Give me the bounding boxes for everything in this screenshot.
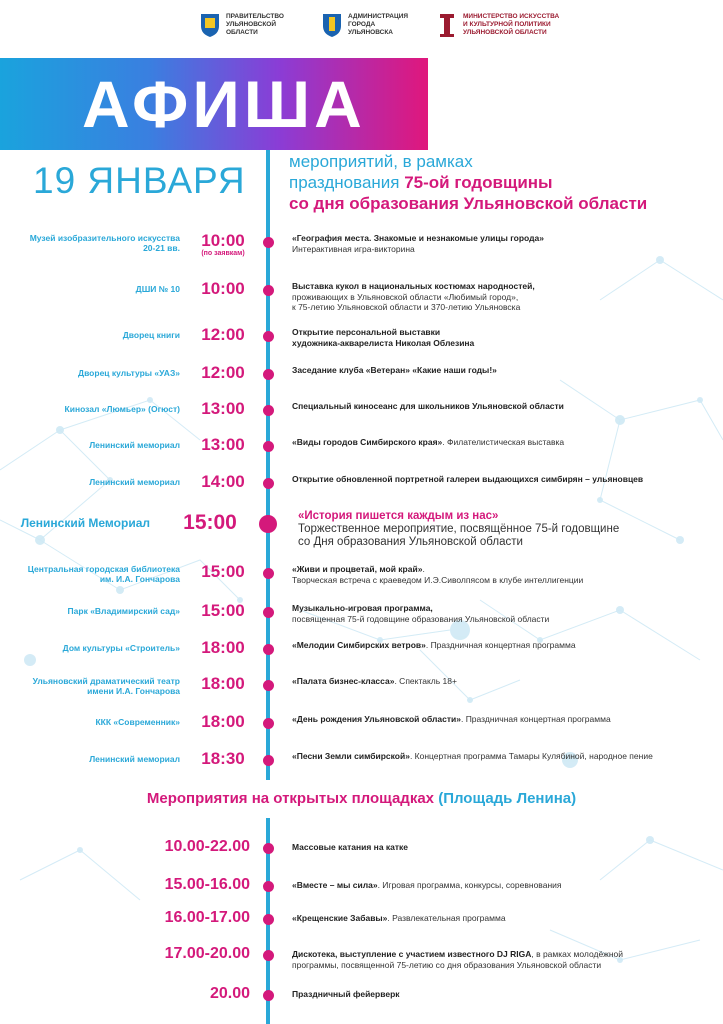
subtitle-line1: мероприятий, в рамках — [289, 152, 473, 171]
event-venue: Дворец книги — [122, 330, 180, 340]
timeline-dot — [263, 990, 274, 1001]
event-title-rest: . Концертная программа Тамары Кулябиной, народное пение — [409, 751, 653, 761]
timeline-dot — [263, 718, 274, 729]
timeline-dot — [263, 644, 274, 655]
event-time: 15:00 — [183, 511, 237, 534]
logo-line: УЛЬЯНОВСКОЙ — [226, 21, 277, 28]
event-time: 15:00 — [201, 562, 245, 581]
event-venue: Ленинский мемориал — [89, 754, 180, 764]
event-description — [292, 676, 712, 687]
subtitle — [289, 151, 647, 214]
event-title: «Мелодии Симбирских ветров» — [292, 640, 426, 650]
event-title: «История пишется каждым из нас» — [298, 510, 499, 522]
event-time: 18:00 — [201, 712, 245, 731]
timeline-dot — [259, 515, 277, 533]
event-title-rest: . Праздничная концертная программа — [460, 714, 611, 724]
outdoor-title: Праздничный фейерверк — [292, 989, 400, 999]
event-title: Заседание клуба «Ветеран» «Какие наши годы!» — [292, 365, 497, 375]
outdoor-time: 10.00-22.00 — [164, 838, 250, 855]
timeline-dot — [263, 237, 274, 248]
section-title-main: Мероприятия на открытых площадках — [146, 790, 439, 807]
outdoor-time: 15.00-16.00 — [164, 876, 250, 893]
column-icon — [436, 12, 458, 38]
timeline-dot — [263, 441, 274, 452]
timeline-dot — [263, 950, 274, 961]
event-venue: Кинозал «Люмьер» (Огюст) — [64, 404, 180, 414]
event-description — [292, 365, 712, 376]
city-emblem-icon — [321, 12, 343, 38]
event-venue: Парк «Владимирский сад» — [67, 606, 180, 616]
subtitle-line2b: 75-ой годовщины — [404, 173, 553, 192]
event-title-rest: . Спектакль 18+ — [394, 676, 457, 686]
event-venue: Центральная городская библиотека им. И.А. Гончарова — [27, 564, 180, 584]
event-line2: Творческая встреча с краеведом И.Э.Сиволпясом в клубе интеллигенции — [292, 574, 584, 585]
event-title: Открытие обновленной портретной галереи выдающихся симбирян – ульяновцев — [292, 474, 644, 484]
event-description — [292, 640, 712, 651]
event-description — [292, 233, 712, 254]
event-time: 13:00 — [201, 399, 245, 418]
event-venue: Ленинский Мемориал — [20, 516, 150, 530]
event-line2: проживающих в Ульяновской области «Любимый город», — [292, 291, 519, 302]
event-title: «Живи и процветай, мой край» — [292, 564, 423, 574]
outdoor-line2: программы, посвященной 75-летию со дня образования Ульяновской области — [292, 959, 602, 970]
event-description — [292, 437, 712, 448]
event-title: «Виды городов Симбирского края» — [292, 437, 443, 447]
logo-government — [199, 12, 284, 38]
event-time: 10:00 — [201, 231, 245, 250]
event-time: 18:00 — [201, 638, 245, 657]
outdoor-title-rest: , в рамках молодёжной — [531, 949, 624, 959]
outdoor-title: Дискотека, выступление с участием известного DJ RIGA — [292, 949, 532, 959]
event-title-rest: . — [422, 564, 425, 574]
event-date: 19 ЯНВАРЯ — [33, 160, 246, 201]
event-line2: Интерактивная игра-викторина — [292, 243, 415, 254]
event-time: 12:00 — [201, 325, 245, 344]
outdoor-time: 20.00 — [209, 985, 250, 1002]
logo-line: УЛЬЯНОВСКОЙ ОБЛАСТИ — [463, 29, 547, 36]
logo-line: УЛЬЯНОВСКА — [348, 29, 394, 36]
logo-line: И КУЛЬТУРНОЙ ПОЛИТИКИ — [463, 21, 551, 28]
event-title: «Песни Земли симбирской» — [292, 751, 410, 761]
event-description — [292, 603, 712, 624]
event-venue: Ленинский мемориал — [89, 440, 180, 450]
event-venue: ДШИ № 10 — [135, 284, 180, 294]
logo-line: ПРАВИТЕЛЬСТВО — [226, 13, 284, 20]
outdoor-title: «Вместе – мы сила» — [292, 880, 378, 890]
logo-ministry — [436, 12, 559, 38]
coat-of-arms-icon — [199, 12, 221, 38]
timeline-dot — [263, 755, 274, 766]
event-title: Музыкально-игровая программа, — [292, 603, 433, 613]
outdoor-description — [292, 842, 712, 853]
event-description — [292, 327, 712, 348]
event-description — [292, 474, 712, 485]
logo-line: АДМИНИСТРАЦИЯ — [348, 13, 409, 20]
outdoor-title-rest: . Развлекательная программа — [387, 913, 506, 923]
event-time: 15:00 — [201, 601, 245, 620]
outdoor-title: «Крещенские Забавы» — [292, 913, 388, 923]
subtitle-line3: со дня образования Ульяновской области — [289, 194, 648, 213]
event-venue: Дворец культуры «УАЗ» — [78, 368, 180, 378]
section-title-place: (Площадь Ленина) — [438, 790, 577, 807]
event-description — [292, 281, 712, 313]
event-title: «Палата бизнес-класса» — [292, 676, 395, 686]
title-banner — [0, 58, 428, 150]
event-venue: Ленинский мемориал — [89, 477, 180, 487]
event-line3: к 75-летию Ульяновской области и 370-летию Ульяновска — [292, 302, 521, 312]
event-title: Специальный киносеанс для школьников Ульяновской области — [292, 401, 564, 411]
event-venue: ККК «Современник» — [95, 717, 180, 727]
event-line2: художника-акварелиста Николая Облезина — [292, 337, 475, 348]
logo-line: МИНИСТЕРСТВО ИСКУССТВА — [463, 13, 560, 20]
timeline-dot — [263, 843, 274, 854]
event-venue: Музей изобразительного искусства 20-21 вв. — [29, 233, 180, 253]
timeline-dot — [263, 331, 274, 342]
event-venue: Ульяновский драматический театр имени И.А. Гончарова — [32, 676, 180, 696]
event-time-note: (по заявкам) — [201, 250, 245, 257]
outdoor-description — [292, 913, 712, 924]
logo-administration — [321, 12, 408, 38]
event-time: 12:00 — [201, 363, 245, 382]
event-description — [298, 510, 718, 549]
timeline-dot — [263, 369, 274, 380]
banner-title: АФИША — [82, 67, 366, 141]
event-title-rest: . Праздничная концертная программа — [425, 640, 576, 650]
event-line2: Торжественное мероприятие, посвящённое 75-й годовщине — [298, 523, 620, 535]
timeline-dot — [263, 881, 274, 892]
event-title: «День рождения Ульяновской области» — [292, 714, 461, 724]
event-time: 14:00 — [201, 472, 245, 491]
timeline-dot — [263, 285, 274, 296]
outdoor-description — [292, 880, 712, 891]
outdoor-time: 17.00-20.00 — [164, 945, 250, 962]
event-title: Выставка кукол в национальных костюмах народностей, — [292, 281, 535, 291]
outdoor-description — [292, 989, 712, 1000]
event-line3: со Дня образования Ульяновской области — [298, 536, 523, 548]
event-title: «География места. Знакомые и незнакомые улицы города» — [292, 233, 544, 243]
outdoor-section-title — [0, 790, 723, 807]
event-description — [292, 564, 712, 585]
logo-line: ГОРОДА — [348, 21, 376, 28]
event-time: 10:00 — [201, 279, 245, 298]
event-time: 18:00 — [201, 674, 245, 693]
event-time: 18:30 — [201, 749, 245, 768]
outdoor-title: Массовые катания на катке — [292, 842, 409, 852]
subtitle-line2a: празднования — [289, 173, 405, 192]
event-title-rest: . Филателистическая выставка — [442, 437, 565, 447]
timeline-dot — [263, 914, 274, 925]
timeline-dot — [263, 680, 274, 691]
outdoor-description — [292, 949, 712, 970]
event-description — [292, 714, 712, 725]
event-title: Открытие персональной выставки — [292, 327, 441, 337]
event-venue: Дом культуры «Строитель» — [62, 643, 180, 653]
outdoor-time: 16.00-17.00 — [164, 909, 250, 926]
timeline-dot — [263, 568, 274, 579]
timeline-dot — [263, 478, 274, 489]
timeline-dot — [263, 607, 274, 618]
outdoor-title-rest: . Игровая программа, конкурсы, соревнования — [377, 880, 562, 890]
event-line2: посвященная 75-й годовщине образования Ульяновской области — [292, 613, 550, 624]
timeline-dot — [263, 405, 274, 416]
event-description — [292, 401, 712, 412]
logo-line: ОБЛАСТИ — [226, 29, 258, 36]
event-time: 13:00 — [201, 435, 245, 454]
event-description — [292, 751, 712, 762]
